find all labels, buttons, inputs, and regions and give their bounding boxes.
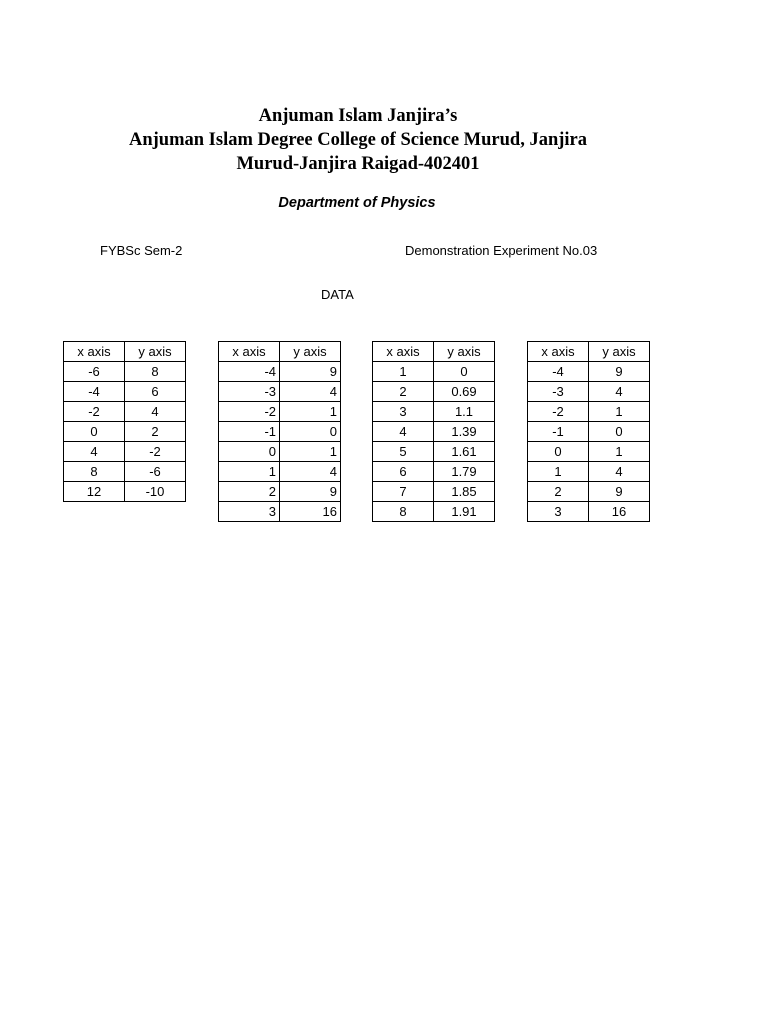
column-header: y axis xyxy=(434,342,495,362)
x-cell: 12 xyxy=(64,482,125,502)
y-cell: 9 xyxy=(589,482,650,502)
table-row xyxy=(219,482,341,502)
table-row xyxy=(373,502,495,522)
x-cell: 8 xyxy=(64,462,125,482)
x-cell: 3 xyxy=(219,502,280,522)
x-cell: 2 xyxy=(219,482,280,502)
y-cell: 1.61 xyxy=(434,442,495,462)
table-header-row xyxy=(528,342,650,362)
x-cell: 4 xyxy=(64,442,125,462)
y-cell: 4 xyxy=(280,462,341,482)
table-row xyxy=(528,502,650,522)
y-cell: 1.91 xyxy=(434,502,495,522)
x-cell: 4 xyxy=(373,422,434,442)
y-cell: 4 xyxy=(589,382,650,402)
y-cell: 0 xyxy=(589,422,650,442)
x-cell: 6 xyxy=(373,462,434,482)
data-table-4 xyxy=(527,341,650,522)
table-row xyxy=(373,462,495,482)
y-cell: -10 xyxy=(125,482,186,502)
x-cell: 1 xyxy=(219,462,280,482)
y-cell: 16 xyxy=(589,502,650,522)
x-cell: 0 xyxy=(528,442,589,462)
table-row xyxy=(528,422,650,442)
x-cell: 2 xyxy=(528,482,589,502)
x-cell: -1 xyxy=(528,422,589,442)
column-header: x axis xyxy=(528,342,589,362)
column-header: x axis xyxy=(219,342,280,362)
table-row xyxy=(528,442,650,462)
table-row xyxy=(219,422,341,442)
table-row xyxy=(219,362,341,382)
data-label: DATA xyxy=(321,287,354,302)
x-cell: 0 xyxy=(219,442,280,462)
y-cell: 2 xyxy=(125,422,186,442)
x-cell: -1 xyxy=(219,422,280,442)
x-cell: -4 xyxy=(64,382,125,402)
table-row xyxy=(373,402,495,422)
x-cell: 1 xyxy=(528,462,589,482)
y-cell: 4 xyxy=(125,402,186,422)
table-header-row xyxy=(373,342,495,362)
table-row xyxy=(528,482,650,502)
table-row xyxy=(373,442,495,462)
y-cell: 4 xyxy=(589,462,650,482)
y-cell: -2 xyxy=(125,442,186,462)
table-row xyxy=(219,402,341,422)
x-cell: -3 xyxy=(528,382,589,402)
column-header: x axis xyxy=(373,342,434,362)
table-row xyxy=(64,402,186,422)
table-row xyxy=(64,362,186,382)
x-cell: 8 xyxy=(373,502,434,522)
y-cell: -6 xyxy=(125,462,186,482)
y-cell: 9 xyxy=(280,482,341,502)
x-cell: 2 xyxy=(373,382,434,402)
column-header: x axis xyxy=(64,342,125,362)
table-row xyxy=(373,382,495,402)
x-cell: 3 xyxy=(373,402,434,422)
x-cell: -2 xyxy=(219,402,280,422)
table-row xyxy=(64,462,186,482)
table-row xyxy=(373,362,495,382)
data-table-1 xyxy=(63,341,186,502)
header-line-3: Murud-Janjira Raigad-402401 xyxy=(236,154,480,174)
table-row xyxy=(64,382,186,402)
x-cell: -3 xyxy=(219,382,280,402)
x-cell: 3 xyxy=(528,502,589,522)
header-line-1: Anjuman Islam Janjira’s xyxy=(258,106,458,126)
y-cell: 1.79 xyxy=(434,462,495,482)
y-cell: 1 xyxy=(280,442,341,462)
x-cell: -4 xyxy=(219,362,280,382)
y-cell: 6 xyxy=(125,382,186,402)
column-header: y axis xyxy=(125,342,186,362)
y-cell: 1.85 xyxy=(434,482,495,502)
data-table-3 xyxy=(372,341,495,522)
table-row xyxy=(528,402,650,422)
y-cell: 4 xyxy=(280,382,341,402)
y-cell: 1 xyxy=(589,442,650,462)
y-cell: 0.69 xyxy=(434,382,495,402)
table-row xyxy=(219,442,341,462)
table-row xyxy=(219,502,341,522)
column-header: y axis xyxy=(280,342,341,362)
x-cell: -6 xyxy=(64,362,125,382)
x-cell: 5 xyxy=(373,442,434,462)
column-header: y axis xyxy=(589,342,650,362)
y-cell: 1.39 xyxy=(434,422,495,442)
data-table-2 xyxy=(218,341,341,522)
y-cell: 9 xyxy=(280,362,341,382)
y-cell: 16 xyxy=(280,502,341,522)
department-title: Department of Physics xyxy=(278,195,436,211)
table-row xyxy=(528,362,650,382)
table-row xyxy=(373,422,495,442)
table-header-row xyxy=(64,342,186,362)
y-cell: 8 xyxy=(125,362,186,382)
y-cell: 9 xyxy=(589,362,650,382)
table-row xyxy=(219,462,341,482)
y-cell: 0 xyxy=(280,422,341,442)
x-cell: 1 xyxy=(373,362,434,382)
class-label: FYBSc Sem-2 xyxy=(100,243,183,258)
table-row xyxy=(219,382,341,402)
x-cell: -2 xyxy=(528,402,589,422)
y-cell: 1 xyxy=(589,402,650,422)
x-cell: 7 xyxy=(373,482,434,502)
table-header-row xyxy=(219,342,341,362)
table-row xyxy=(64,482,186,502)
table-row xyxy=(528,462,650,482)
table-row xyxy=(528,382,650,402)
x-cell: 0 xyxy=(64,422,125,442)
y-cell: 0 xyxy=(434,362,495,382)
header-line-2: Anjuman Islam Degree College of Science Murud, Janjira xyxy=(129,130,587,150)
table-row xyxy=(64,422,186,442)
x-cell: -4 xyxy=(528,362,589,382)
table-row xyxy=(373,482,495,502)
x-cell: -2 xyxy=(64,402,125,422)
experiment-label: Demonstration Experiment No.03 xyxy=(405,243,598,258)
y-cell: 1.1 xyxy=(434,402,495,422)
y-cell: 1 xyxy=(280,402,341,422)
table-row xyxy=(64,442,186,462)
